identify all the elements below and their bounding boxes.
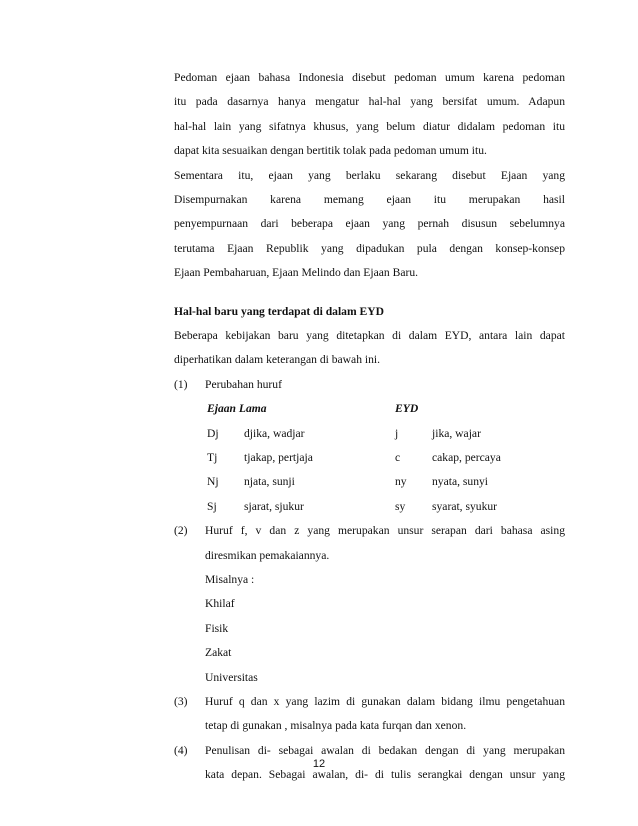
table-row-old-letter: Tj (207, 451, 218, 464)
example-item: Fisik (205, 621, 229, 635)
table-header-old: Ejaan Lama (207, 402, 267, 416)
paragraph-1-line-2: itu pada dasarnya hanya mengatur hal-hal yang bersifat umum. Adapun (174, 95, 565, 109)
table-row-new-letter: j (395, 426, 399, 440)
table-header-new: EYD (395, 402, 419, 416)
item-4-line-2: kata depan. Sebagai awalan, di- di tulis serangkai dengan unsur yang (205, 768, 565, 782)
table-row-new-letter: sy (395, 499, 406, 513)
intro-line-2: diperhatikan dalam keterangan di bawah ini. (174, 353, 381, 367)
table-row-new-example: jika, wajar (432, 426, 481, 440)
paragraph-2-line-3: penyempurnaan dari beberapa ejaan yang pernah disusun sebelumnya (174, 217, 565, 231)
table-row-new-example: syarat, syukur (432, 499, 498, 513)
paragraph-2-line-5: Ejaan Pembaharuan, Ejaan Melindo dan Ejaan Baru. (174, 266, 419, 280)
table-row-old-example: sjarat, sjukur (244, 499, 304, 513)
table-row-new-example: nyata, sunyi (432, 475, 489, 489)
item-2-line-1: Huruf f, v dan z yang merupakan unsur serapan dari bahasa asing (205, 524, 565, 538)
item-1-number: (1) (174, 377, 188, 391)
table-row-old-letter: Sj (207, 499, 217, 513)
paragraph-2-line-2: Disempurnakan karena memang ejaan itu merupakan hasil (174, 193, 565, 206)
section-heading: Hal-hal baru yang terdapat di dalam EYD (174, 304, 385, 318)
table-row-new-example: cakap, percaya (432, 451, 501, 464)
item-3-line-2: tetap di gunakan , misalnya pada kata furqan dan xenon. (205, 719, 467, 733)
example-item: Universitas (205, 670, 258, 684)
paragraph-1-line-1: Pedoman ejaan bahasa Indonesia disebut pedoman umum karena pedoman (174, 71, 565, 84)
item-3-line-1: Huruf q dan x yang lazim di gunakan dalam bidang ilmu pengetahuan (205, 695, 565, 708)
item-4-line-1: Penulisan di- sebagai awalan di bedakan dengan di yang merupakan (205, 743, 565, 757)
page-number: 12 (312, 758, 326, 770)
example-item: Zakat (205, 646, 232, 660)
item-4-number: (4) (174, 743, 188, 757)
table-row-new-letter: c (395, 451, 401, 464)
examples-label: Misalnya : (205, 573, 255, 586)
table-row-old-example: tjakap, pertjaja (244, 451, 313, 464)
paragraph-2-line-1: Sementara itu, ejaan yang berlaku sekarang disebut Ejaan yang (174, 168, 565, 182)
table-row-new-letter: ny (395, 475, 407, 489)
item-1-text: Perubahan huruf (205, 377, 282, 391)
table-row-old-letter: Nj (207, 475, 219, 489)
intro-line-1: Beberapa kebijakan baru yang ditetapkan di dalam EYD, antara lain dapat (174, 329, 565, 342)
table-row-old-letter: Dj (207, 426, 219, 440)
item-3-number: (3) (174, 695, 188, 708)
paragraph-2-line-4: terutama Ejaan Republik yang dipadukan pula dengan konsep-konsep (174, 241, 565, 255)
paragraph-1-line-4: dapat kita sesuaikan dengan bertitik tolak pada pedoman umum itu. (174, 144, 487, 158)
item-2-line-2: diresmikan pemakaiannya. (205, 548, 330, 562)
table-row-old-example: djika, wadjar (244, 426, 305, 440)
example-item: Khilaf (205, 597, 235, 611)
paragraph-1-line-3: hal-hal lain yang sifatnya khusus, yang belum diatur didalam pedoman itu (174, 119, 565, 133)
item-2-number: (2) (174, 524, 188, 538)
table-row-old-example: njata, sunji (244, 475, 295, 489)
